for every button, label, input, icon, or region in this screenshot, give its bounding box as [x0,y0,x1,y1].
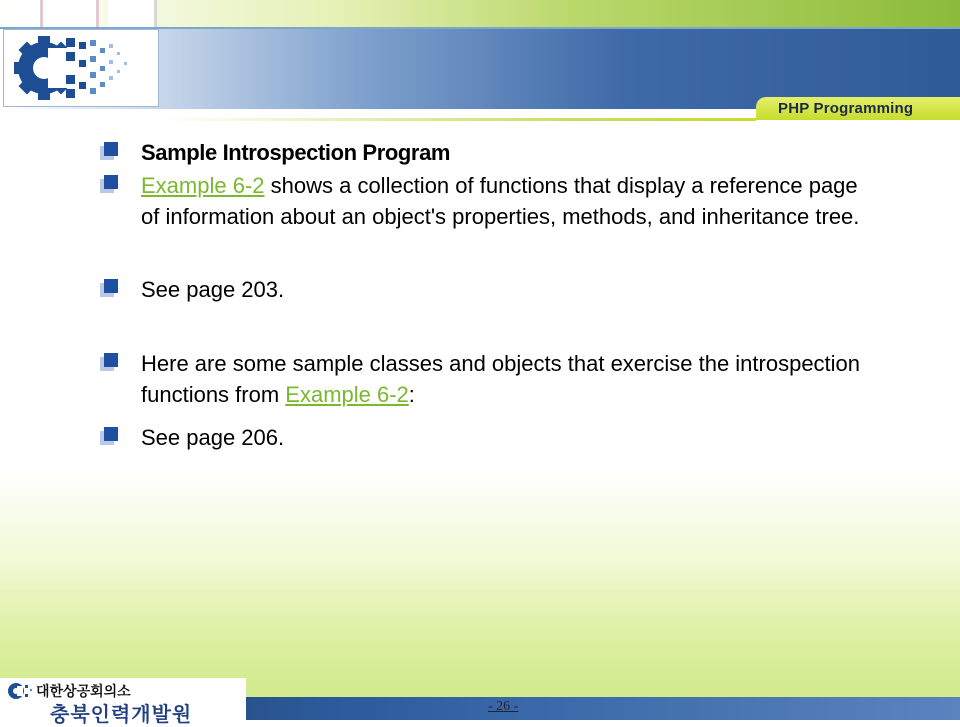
bullet-square-icon [100,427,118,445]
bullet-text-segment: : [408,382,415,407]
bullet-square-icon [100,142,118,160]
slide-topic: PHP Programming [778,100,914,117]
example-link[interactable]: Example 6-2 [141,173,265,198]
bullet-square-icon [100,175,118,193]
example-link[interactable]: Example 6-2 [285,382,409,407]
page-number: - 26 - [488,699,519,714]
footer-org-small: 대한상공회의소 [36,683,131,699]
top-decor-tab [108,0,157,27]
gear-logo-icon [4,30,158,106]
bullet-text [141,348,861,410]
bullet-text-segment: shows a collection of functions that display a reference page of information about an object's properties, methods, and inheritance tree. [141,173,860,229]
title-underline [160,118,756,121]
bullet-text: See page 203. [141,277,285,302]
bullet-square-icon [100,279,118,297]
footer-org-big: 충북인력개발원 [50,704,193,726]
org-logo-icon [6,681,36,701]
bullet-text-segment: Here are some sample classes and objects that exercise the introspection functions from [141,351,861,407]
bullet-square-icon [100,353,118,371]
top-decor-tab [18,0,43,27]
bullet-text [141,170,861,232]
top-decor-tab [46,0,99,27]
header-logo [3,29,159,107]
bullet-text: See page 206. [141,425,285,450]
bullet-heading: Sample Introspection Program [141,140,451,165]
